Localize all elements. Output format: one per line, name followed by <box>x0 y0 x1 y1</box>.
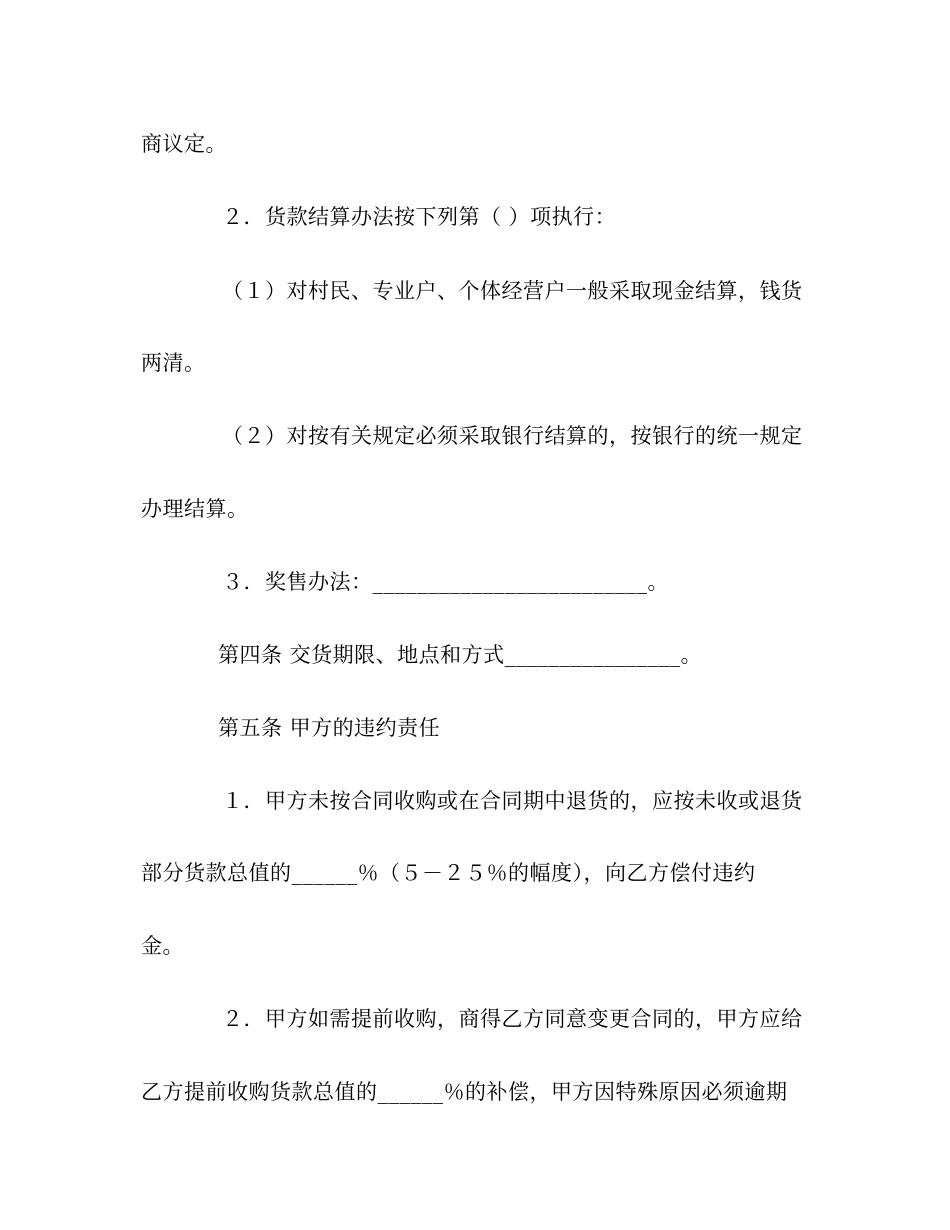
section-heading: 第五条 甲方的违约责任 <box>218 716 441 740</box>
text-line: ２．甲方如需提前收购，商得乙方同意变更合同的，甲方应给 <box>222 1007 803 1031</box>
text-line: 金。 <box>141 934 184 958</box>
text-line: 两清。 <box>141 351 206 375</box>
text-line: １．甲方未按合同收购或在合同期中退货的，应按未收或退货 <box>222 789 803 813</box>
text-line: 第四条 交货期限、地点和方式________________。 <box>218 643 703 667</box>
text-line: （１）对村民、专业户、个体经营户一般采取现金结算，钱货 <box>222 279 803 303</box>
text-line: 办理结算。 <box>141 497 249 521</box>
text-line: 部分货款总值的______％（５－２５％的幅度），向乙方偿付违约 <box>141 861 756 885</box>
text-line: （２）对按有关规定必须采取银行结算的，按银行的统一规定 <box>222 424 803 448</box>
text-line: ２．货款结算办法按下列第（ ）项执行： <box>222 205 617 229</box>
text-line: ３．奖售办法：_________________________。 <box>222 570 669 594</box>
text-line: 商议定。 <box>141 132 227 156</box>
text-line: 乙方提前收购货款总值的______％的补偿，甲方因特殊原因必须逾期 <box>141 1080 788 1104</box>
